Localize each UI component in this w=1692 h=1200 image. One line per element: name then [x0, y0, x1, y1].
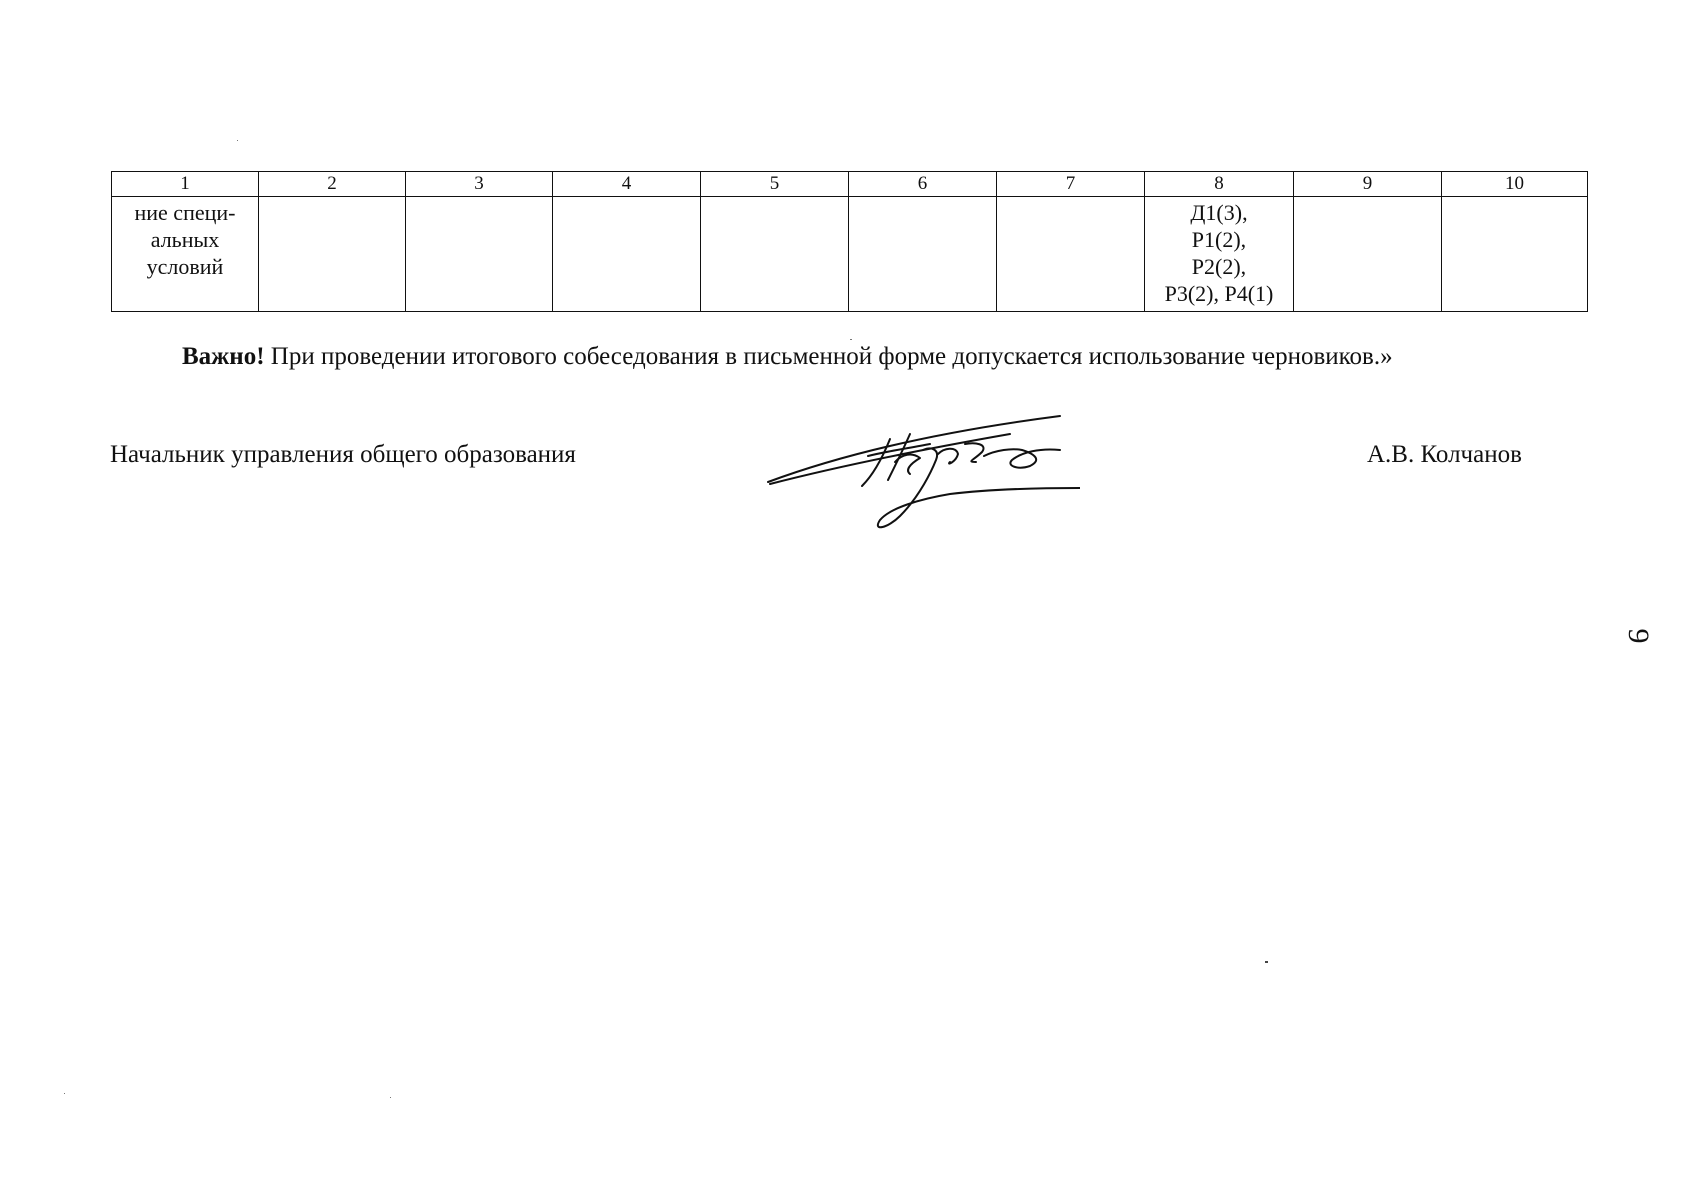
header-cell-7: 7 [997, 172, 1145, 197]
criteria-table [111, 171, 1588, 312]
cell-text-line: Р1(2), [1191, 227, 1247, 252]
header-cell-3: 3 [406, 172, 553, 197]
table-row [112, 197, 1588, 312]
important-label: Важно! [182, 343, 265, 370]
scan-speck [237, 140, 238, 141]
cell-text-line: ние специ- [134, 200, 236, 225]
scan-speck [850, 339, 852, 340]
handwritten-signature [760, 404, 1080, 534]
header-cell-6: 6 [849, 172, 997, 197]
header-cell-5: 5 [701, 172, 849, 197]
cell-text-line: Р3(2), Р4(1) [1164, 281, 1274, 306]
important-text: При проведении итогового собеседования в письменной форме допускается использование черновиков.» [264, 343, 1393, 370]
header-cell-10: 10 [1442, 172, 1588, 197]
row-cell-8 [1145, 197, 1294, 312]
row-cell-3 [406, 197, 553, 312]
header-cell-8: 8 [1145, 172, 1294, 197]
row-cell-7 [997, 197, 1145, 312]
row-cell-9 [1294, 197, 1442, 312]
scan-speck [390, 1097, 391, 1098]
signatory-position: Начальник управления общего образования [110, 441, 576, 468]
row-cell-5 [701, 197, 849, 312]
scan-speck [64, 1093, 65, 1094]
row-cell-6 [849, 197, 997, 312]
signatory-name: А.В. Колчанов [1367, 441, 1522, 468]
header-cell-4: 4 [553, 172, 701, 197]
cell-text-line: условий [146, 254, 224, 279]
header-cell-2: 2 [259, 172, 406, 197]
header-cell-1: 1 [112, 172, 259, 197]
scan-speck [1265, 961, 1268, 963]
row-cell-10 [1442, 197, 1588, 312]
table-header-row [112, 172, 1588, 197]
row-cell-4 [553, 197, 701, 312]
page-number: 9 [1622, 628, 1655, 644]
important-note [182, 343, 1393, 371]
row-cell-2 [259, 197, 406, 312]
cell-text-line: альных [150, 227, 220, 252]
row-cell-1 [112, 197, 259, 312]
cell-text-line: Д1(3), [1190, 200, 1248, 225]
header-cell-9: 9 [1294, 172, 1442, 197]
cell-text-line: Р2(2), [1191, 254, 1247, 279]
